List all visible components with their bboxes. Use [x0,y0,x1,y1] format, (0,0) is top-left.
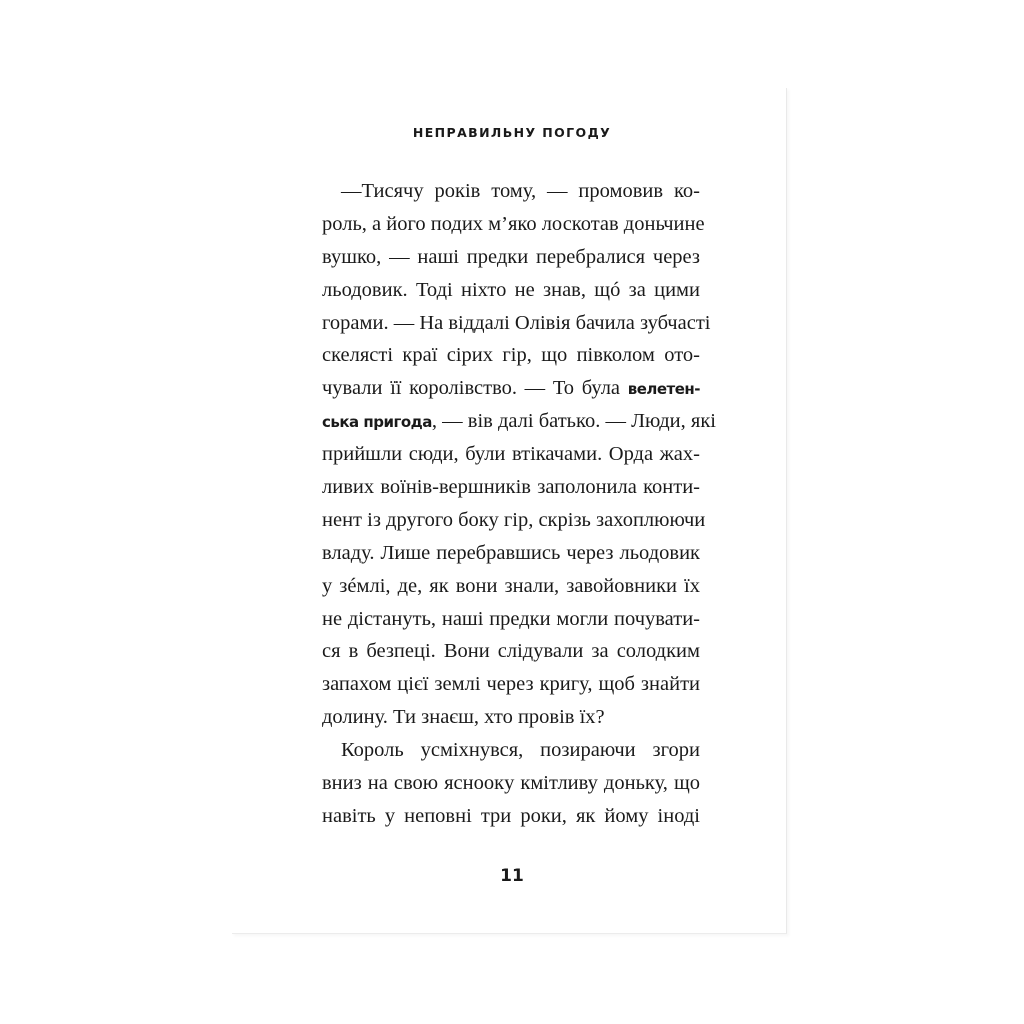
text-line: льодовик. Тоді ніхто не знав, щó за цими [322,278,700,301]
text-line: не дістануть, наші предки могли почувати- [322,607,700,630]
text-line: вниз на свою ясноокy кмітливу доньку, що [322,772,700,795]
text-line: прийшли сюди, були втікачами. Орда жах- [322,443,700,466]
text-line: горами. — На віддалі Олівія бачила зубчасті [322,311,711,334]
text-line: запахом цієї землі через кригу, щоб знайти [322,673,700,696]
text-line: долину. Ти знаєш, хто провів їх? [322,706,605,729]
text-run: чували її королівство. — То була [322,377,628,400]
emphasized-text: велетен- [627,380,700,399]
text-line [322,405,716,438]
emphasized-text: ська пригода [322,413,432,432]
text-line: —Тисячу років тому, — промовив ко- [341,180,700,202]
running-header: НЕПРАВИЛЬНУ ПОГОДУ [412,125,612,140]
text-line: навіть у неповні три роки, як йому іноді [322,804,700,827]
text-line: вушко, — наші предки перебралися через [322,245,700,268]
page-number: 11 [500,866,524,886]
text-line: ливих воїнів-вершників заполонила конти- [322,476,700,499]
page-body-text [322,175,716,833]
text-line: роль, а його подих м’яко лоскотав доньчине [322,212,705,235]
text-line: нент із другого боку гір, скрізь захоплюючи [322,508,706,531]
text-line [322,372,700,405]
text-run: , — вів далі батько. — Люди, які [431,410,716,433]
text-line: Король усміхнувся, позираючи згори [341,739,700,762]
text-line: у зéмлі, де, як вони знали, завойовники їх [322,574,700,597]
text-line: скелясті краї сірих гір, що півколом ото- [322,344,700,367]
text-line: ся в безпеці. Вони слідували за солодким [322,640,700,663]
text-line: владу. Лише перебравшись через льодовик [322,541,700,564]
